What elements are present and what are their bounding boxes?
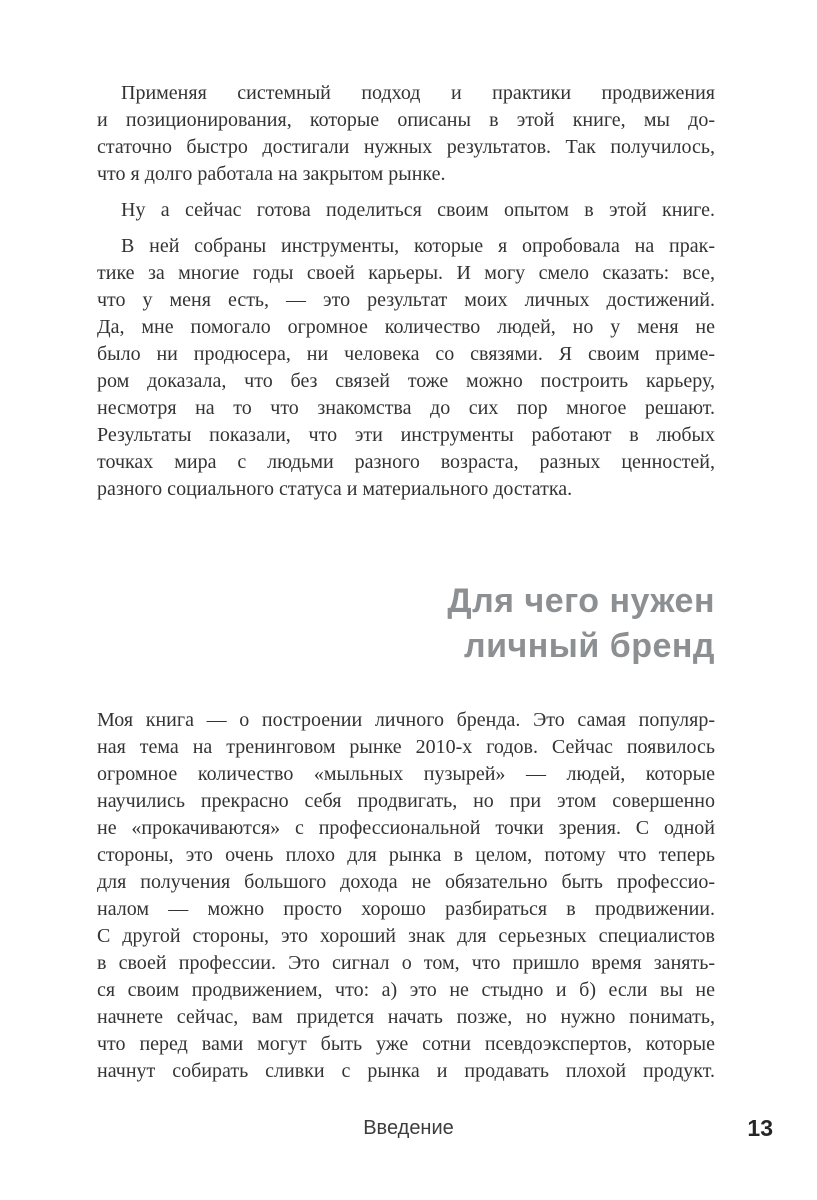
text-line: ром доказала, что без связей тоже можно построить карьеру, (97, 370, 715, 392)
footer-section-label: Введение (363, 1117, 454, 1139)
paragraph (97, 233, 715, 503)
text-line: стороны, это очень плохо для рынка в целом, потому что теперь (97, 844, 715, 866)
text-line: в своей профессии. Это сигнал о том, что пришло время занять- (97, 952, 715, 974)
text-line: статочно быстро достигали нужных результатов. Так получилось, (97, 136, 715, 158)
chapter-paragraphs (97, 707, 715, 1085)
text-line: тике за многие годы своей карьеры. И могу смело сказать: все, (97, 262, 715, 284)
text-line: что перед вами могут быть уже сотни псевдоэкспертов, которые (97, 1033, 715, 1055)
intro-paragraphs (97, 80, 715, 503)
text-line: налом — можно просто хорошо разбираться в продвижении. (97, 898, 715, 920)
text-line: ная тема на тренинговом рынке 2010-х годов. Сейчас появилось (97, 736, 715, 758)
chapter-heading-line-1: Для чего нужен (447, 582, 715, 620)
text-line: начнете сейчас, вам придется начать позже, но нужно понимать, (97, 1006, 715, 1028)
text-line: начнут собирать сливки с рынка и продавать плохой продукт. (97, 1060, 715, 1082)
text-line: несмотря на то что знакомства до сих пор многое решают. (97, 397, 715, 419)
text-line: не «прокачиваются» с профессиональной точки зрения. С одной (97, 817, 715, 839)
page-number: 13 (747, 1115, 773, 1141)
text-line: Результаты показали, что эти инструменты работают в любых (97, 424, 715, 446)
paragraph (97, 80, 715, 188)
text-line: научились прекрасно себя продвигать, но при этом совершенно (97, 790, 715, 812)
text-line: Моя книга — о построении личного бренда. Это самая популяр- (97, 709, 715, 731)
text-line: что у меня есть, — это результат моих личных достижений. (97, 289, 715, 311)
text-line: что я долго работала на закрытом рынке. (97, 163, 446, 185)
chapter-heading (97, 579, 715, 669)
text-line: С другой стороны, это хороший знак для серьезных специалистов (97, 925, 715, 947)
text-line: В ней собраны инструменты, которые я опробовала на прак- (121, 235, 715, 257)
text-line: точках мира с людьми разного возраста, разных ценностей, (97, 451, 715, 473)
chapter-heading-line-2: личный бренд (464, 627, 715, 665)
text-line: Ну а сейчас готова поделиться своим опытом в этой книге. (121, 199, 715, 221)
text-line: Применяя системный подход и практики продвижения (121, 82, 715, 104)
text-line: Да, мне помогало огромное количество людей, но у меня не (97, 316, 715, 338)
text-line: ся своим продвижением, что: а) это не стыдно и б) если вы не (97, 979, 715, 1001)
text-line: и позиционирования, которые описаны в этой книге, мы до- (97, 109, 715, 131)
text-line: было ни продюсера, ни человека со связями. Я своим приме- (97, 343, 715, 365)
page-text-block (97, 80, 715, 1085)
text-line: огромное количество «мыльных пузырей» — людей, которые (97, 763, 715, 785)
text-line: разного социального статуса и материального достатка. (97, 478, 573, 500)
paragraph (97, 707, 715, 1085)
paragraph (97, 197, 715, 224)
text-line: для получения большого дохода не обязательно быть профессио- (97, 871, 715, 893)
